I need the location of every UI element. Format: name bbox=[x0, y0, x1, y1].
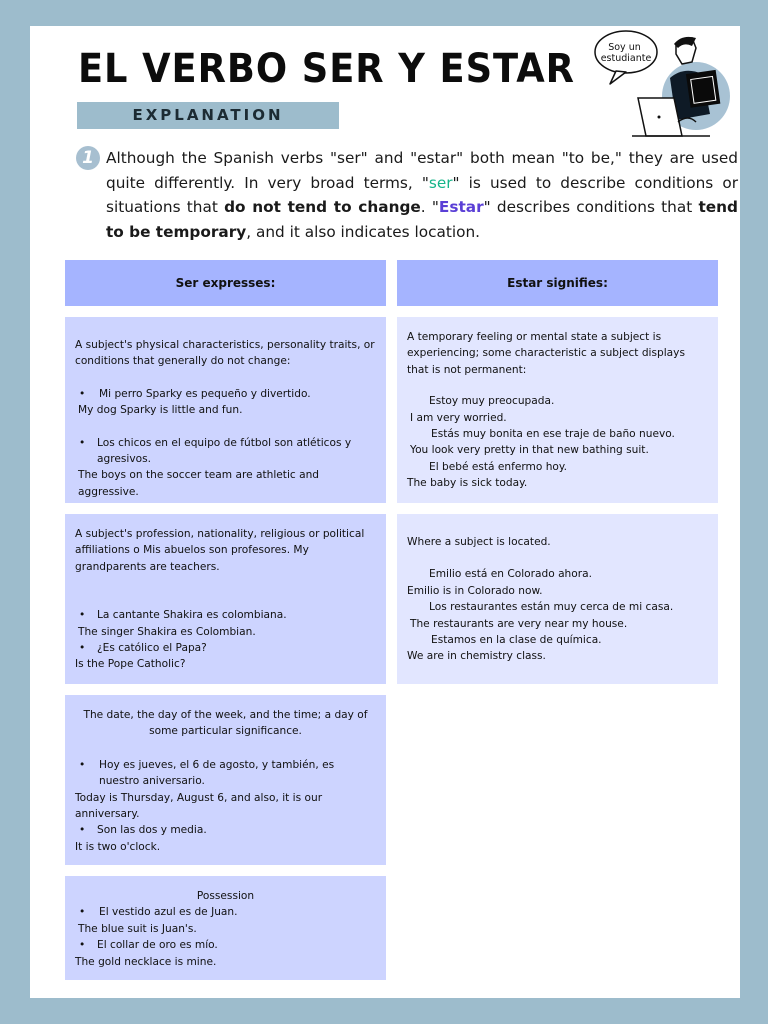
example-english: We are in chemistry class. bbox=[407, 650, 546, 663]
example-spanish: Emilio está en Colorado ahora. bbox=[429, 568, 592, 581]
example-spanish: • Hoy es jueves, el 6 de agosto, y también, es nuestro aniversario. bbox=[75, 757, 376, 790]
example-spanish: El bebé está enfermo hoy. bbox=[429, 460, 568, 473]
example-english: The blue suit is Juan's. bbox=[78, 922, 197, 935]
example-english: The gold necklace is mine. bbox=[75, 955, 217, 968]
example-english: It is two o'clock. bbox=[75, 840, 161, 853]
worksheet-page bbox=[30, 26, 740, 998]
estar-cell-temporary-state bbox=[397, 317, 718, 503]
intro-paragraph-block bbox=[76, 146, 738, 244]
intro-bold-2: tend to be temporary bbox=[106, 198, 738, 241]
cell-intro: A subject's profession, nationality, religious or political affiliations o Mis abuelos son profesores. My grandparents are teachers. bbox=[75, 528, 365, 573]
example-english: Today is Thursday, August 6, and also, it is our anniversary. bbox=[75, 791, 323, 821]
example-spanish: Los restaurantes están muy cerca de mi casa. bbox=[429, 601, 674, 614]
cell-intro: A subject's physical characteristics, personality traits, or conditions that generally do not change: bbox=[75, 339, 375, 368]
example-english: The singer Shakira es Colombian. bbox=[78, 625, 256, 638]
example-spanish: • La cantante Shakira es colombiana. bbox=[75, 607, 376, 623]
step-number-badge: 1 bbox=[76, 146, 100, 170]
intro-bold-1: do not tend to change bbox=[224, 198, 421, 217]
example-spanish: • ¿Es católico el Papa? bbox=[75, 640, 376, 656]
cell-intro: The date, the day of the week, and the time; a day of some particular significance. bbox=[83, 709, 368, 738]
example-spanish: • El vestido azul es de Juan. bbox=[75, 904, 376, 920]
example-spanish: Estás muy bonita en ese traje de baño nuevo. bbox=[431, 428, 675, 441]
intro-text-4: " describes conditions that bbox=[483, 198, 699, 217]
intro-text-1: Although the Spanish verbs "ser" and "estar" both mean "to be," they are used quite differently. In very broad terms, " bbox=[106, 149, 738, 192]
estar-keyword: Estar bbox=[438, 198, 484, 217]
intro-text-3: . " bbox=[420, 198, 439, 217]
example-english: My dog Sparky is little and fun. bbox=[78, 404, 243, 417]
estar-column-header: Estar signifies: bbox=[397, 260, 718, 306]
cell-intro: A temporary feeling or mental state a subject is experiencing; some characteristic a subject displays that is not permanent: bbox=[407, 331, 685, 376]
speech-bubble-line-1: Soy un bbox=[608, 42, 641, 53]
example-english: Emilio is in Colorado now. bbox=[407, 584, 543, 597]
example-english: You look very pretty in that new bathing suit. bbox=[410, 444, 649, 457]
example-english: The baby is sick today. bbox=[407, 477, 528, 490]
example-spanish: Estamos en la clase de química. bbox=[431, 634, 602, 647]
ser-cell-profession bbox=[65, 514, 386, 684]
cell-intro: Possession bbox=[196, 890, 255, 902]
example-spanish: • Mi perro Sparky es pequeño y divertido. bbox=[75, 386, 376, 402]
speech-bubble-line-2: estudiante bbox=[600, 53, 652, 64]
example-spanish: • Los chicos en el equipo de fútbol son atléticos y agresivos. bbox=[75, 435, 376, 468]
example-english: Is the Pope Catholic? bbox=[75, 658, 186, 671]
ser-column-header: Ser expresses: bbox=[65, 260, 386, 306]
intro-text-2: " is used to describe conditions or situations that bbox=[106, 173, 738, 217]
estar-cell-location bbox=[397, 514, 718, 684]
example-english: The boys on the soccer team are athletic and aggressive. bbox=[78, 469, 320, 498]
section-banner: EXPLANATION bbox=[77, 102, 339, 129]
example-english: The restaurants are very near my house. bbox=[410, 617, 628, 630]
page-title: EL VERBO SER Y ESTAR bbox=[78, 46, 575, 92]
cell-intro: Where a subject is located. bbox=[407, 536, 551, 548]
ser-keyword: ser bbox=[428, 173, 453, 192]
ser-cell-possession bbox=[65, 876, 386, 980]
example-english: I am very worried. bbox=[410, 411, 507, 424]
intro-paragraph bbox=[106, 146, 738, 244]
student-illustration bbox=[592, 28, 732, 140]
ser-cell-characteristics bbox=[65, 317, 386, 503]
intro-text-5: , and it also indicates location. bbox=[246, 222, 481, 241]
example-spanish: • El collar de oro es mío. bbox=[75, 937, 376, 953]
example-spanish: Estoy muy preocupada. bbox=[429, 395, 555, 408]
ser-cell-date-time bbox=[65, 695, 386, 865]
example-spanish: • Son las dos y media. bbox=[75, 822, 376, 838]
